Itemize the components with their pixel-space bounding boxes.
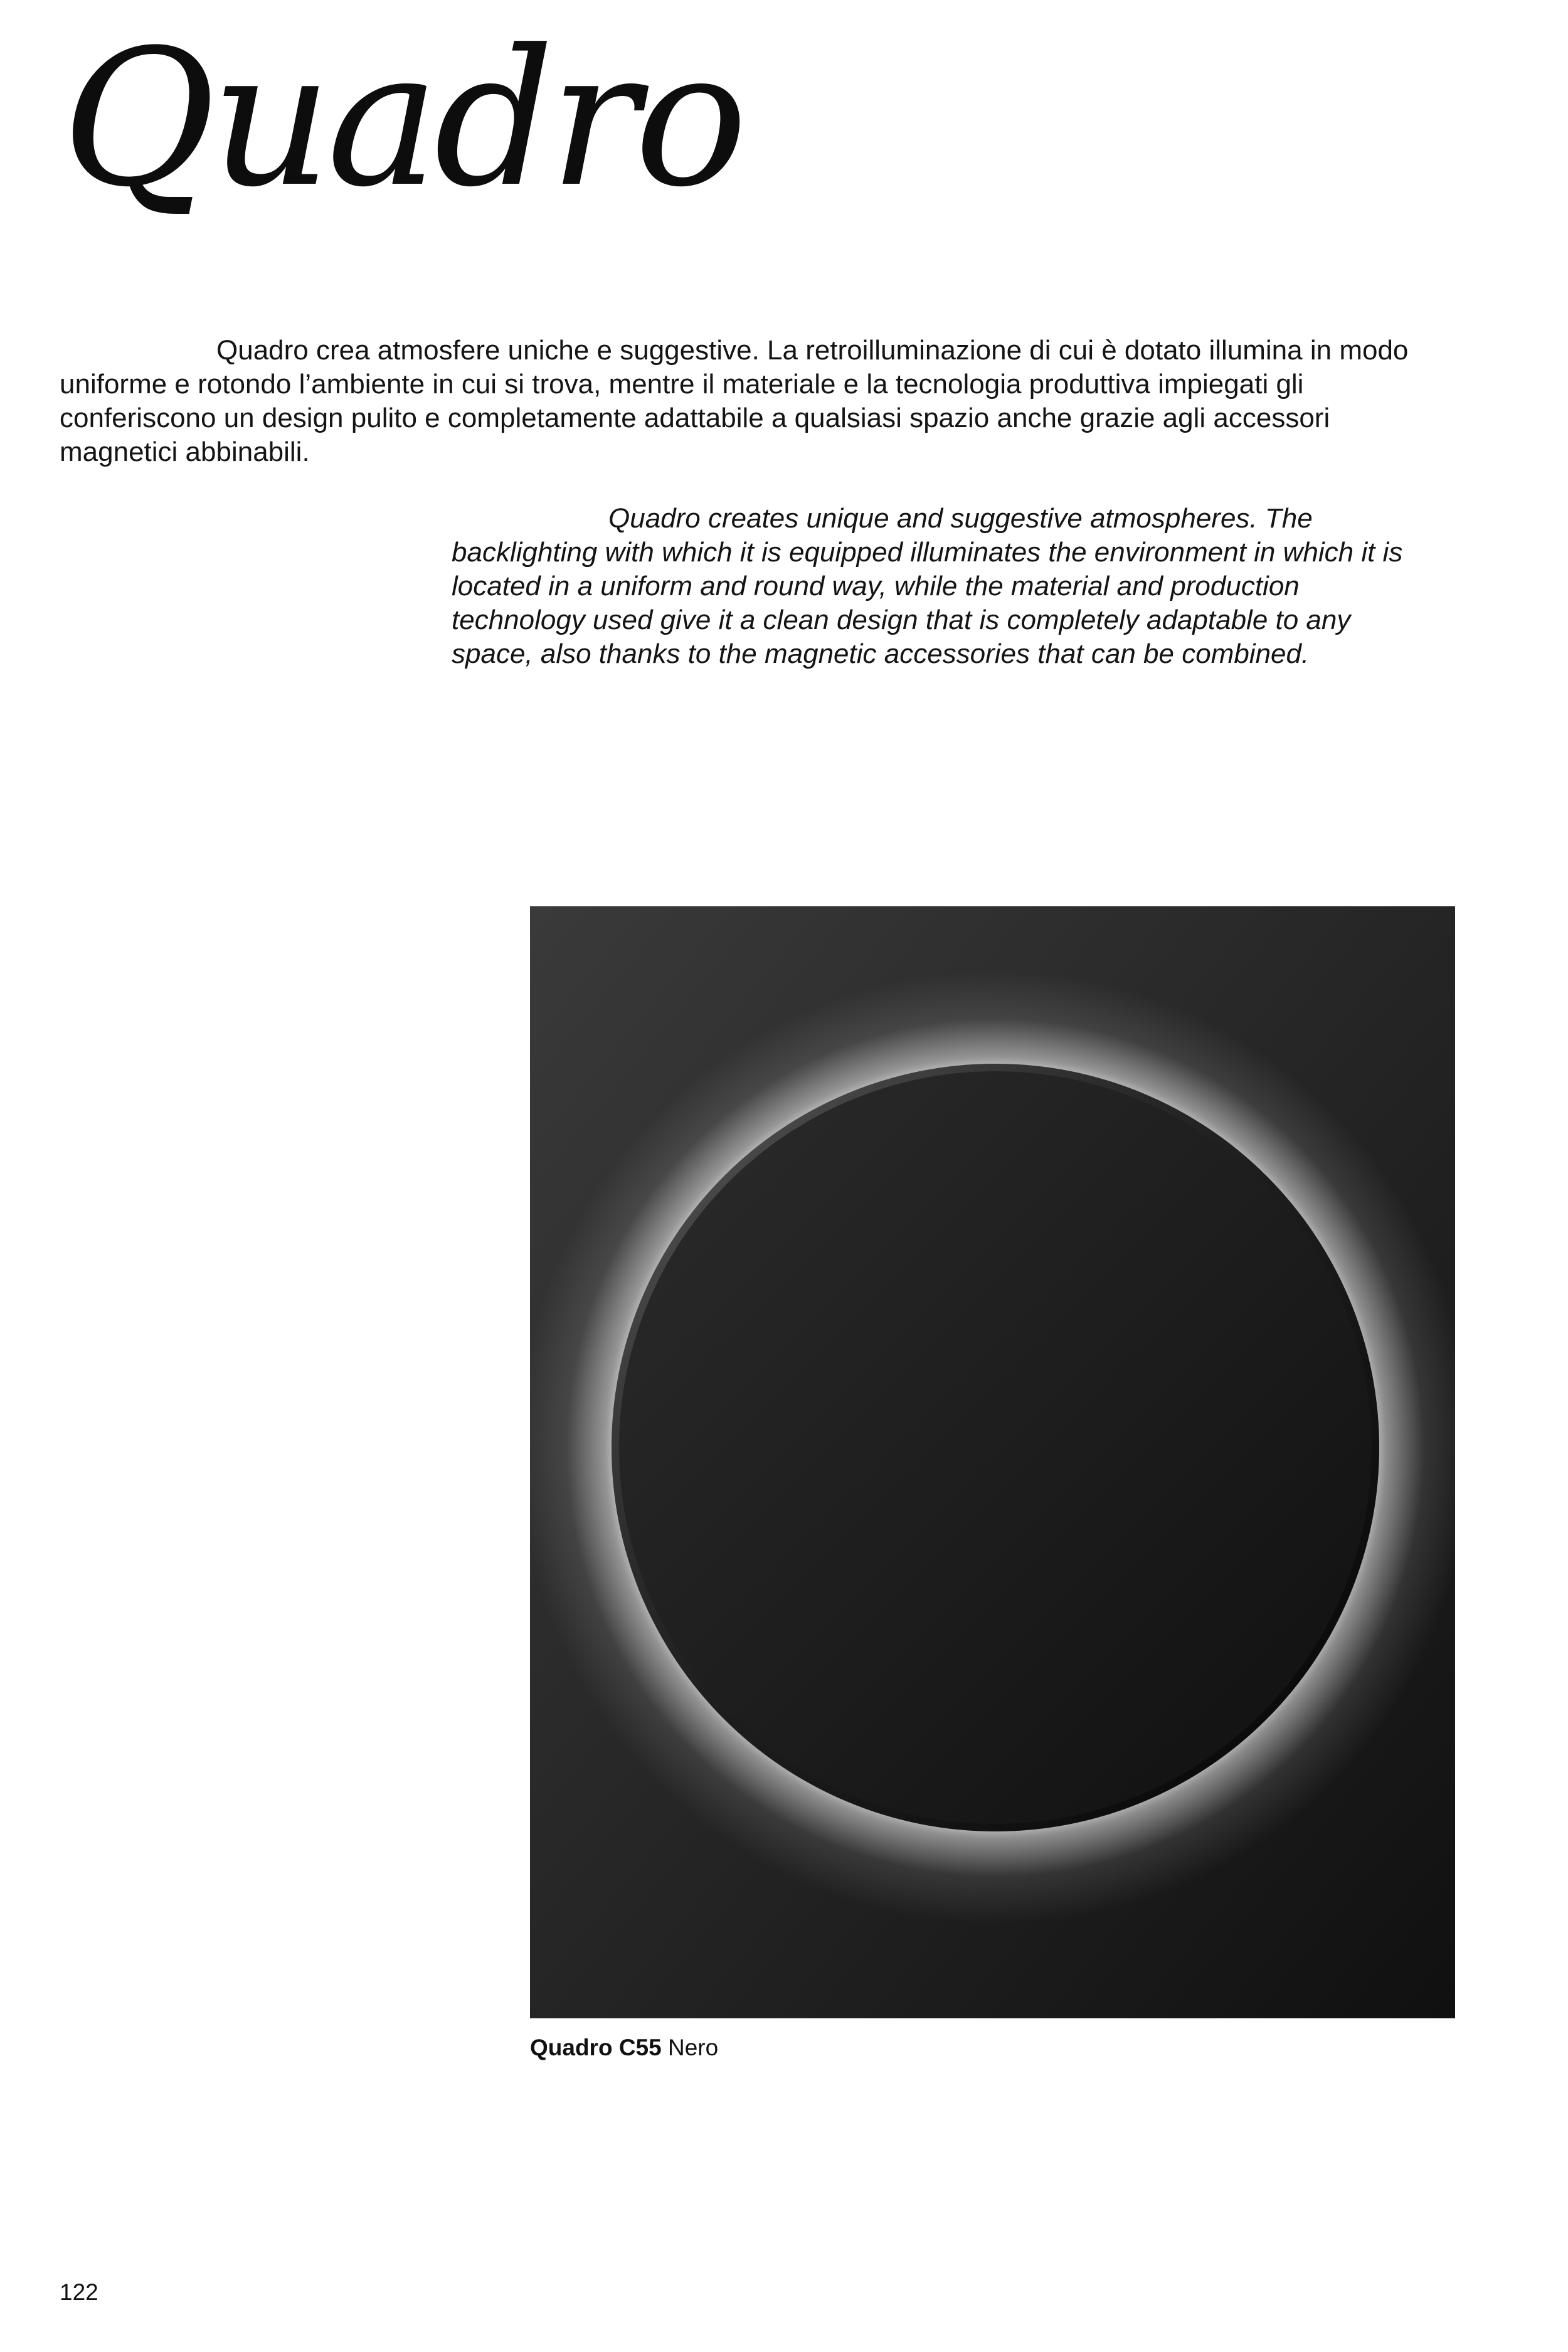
page-title: Quadro xyxy=(61,9,743,228)
description-english: Quadro creates unique and suggestive atmospheres. The backlighting with which it is equipped illuminates the environment in which it is located in a uniform and round way, while the material and production technology used give it a clean design that is completely adaptable to any space, also thanks to the magnetic accessories that can be combined. xyxy=(452,503,1403,669)
product-caption xyxy=(530,2034,718,2062)
product-photo xyxy=(530,906,1455,2018)
page-number: 122 xyxy=(60,2279,98,2305)
product-model: Quadro C55 xyxy=(530,2035,662,2060)
product-finish: Nero xyxy=(668,2035,719,2060)
description-italian: Quadro crea atmosfere uniche e suggestive. La retroilluminazione di cui è dotato illumina in modo uniforme e rotondo l’ambiente in cui si trova, mentre il materiale e la tecnologia produttiva impiegati gli conferiscono un design pulito e completamente adattabile a qualsiasi spazio anche grazie agli accessori magnetici abbinabili. xyxy=(60,335,1409,467)
